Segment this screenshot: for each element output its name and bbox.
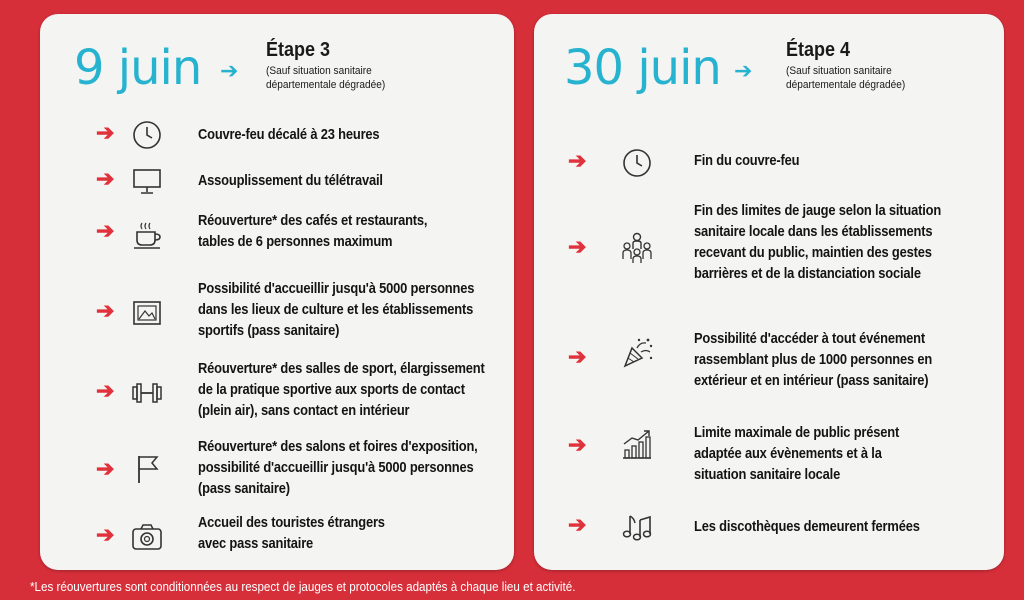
arrow-right-icon: ➔	[96, 522, 115, 547]
arrow-right-icon: ➔	[96, 218, 115, 243]
item-text-line: sanitaire locale dans les établissements	[694, 223, 933, 240]
stage4-card	[534, 14, 1004, 570]
arrow-right-icon: ➔	[568, 512, 587, 537]
computer-monitor-icon	[130, 164, 164, 198]
item-text-line: Limite maximale de public présent	[694, 424, 900, 441]
item-text-line: Couvre-feu décalé à 23 heures	[198, 126, 380, 143]
arrow-right-icon: ➔	[568, 432, 587, 457]
arrow-right-icon: ➔	[96, 378, 115, 403]
item-text-line: Accueil des touristes étrangers	[198, 514, 385, 531]
item-text-line: possibilité d'accueillir jusqu'à 5000 personnes	[198, 459, 474, 476]
item-text-line: de la pratique sportive aux sports de contact	[198, 381, 465, 398]
stage4-note-line2: départementale dégradée)	[786, 79, 906, 91]
camera-icon	[130, 520, 164, 554]
arrow-right-icon: ➔	[96, 120, 115, 145]
stage4-date: 30 juin	[564, 40, 721, 96]
coffee-cup-icon	[130, 218, 164, 252]
arrow-right-icon: ➔	[568, 234, 587, 259]
clock-icon	[130, 118, 164, 152]
people-group-icon	[618, 230, 656, 264]
item-text-line: Possibilité d'accueillir jusqu'à 5000 personnes	[198, 280, 475, 297]
party-popper-icon	[620, 336, 654, 370]
item-text-line: dans les lieux de culture et les établissements	[198, 301, 474, 318]
framed-picture-icon	[130, 296, 164, 330]
item-text-line: recevant du public, maintien des gestes	[694, 244, 932, 261]
item-text-line: Assouplissement du télétravail	[198, 172, 383, 189]
stage4-note-line1: (Sauf situation sanitaire	[786, 65, 892, 77]
music-notes-icon	[620, 508, 654, 542]
item-text-line: extérieur et en intérieur (pass sanitaire)	[694, 372, 929, 389]
stage4-title: Étape 4	[786, 39, 851, 61]
item-text-line: Fin du couvre-feu	[694, 152, 800, 169]
item-text-line: barrières et de la distanciation sociale	[694, 265, 921, 282]
item-text-line: avec pass sanitaire	[198, 535, 314, 552]
item-text-line: Réouverture* des salons et foires d'exposition,	[198, 438, 478, 455]
item-text-line: tables de 6 personnes maximum	[198, 233, 393, 250]
footnote: *Les réouvertures sont conditionnées au respect de jauges et protocoles adaptés à chaque lieu et activité.	[30, 580, 576, 594]
stage3-date: 9 juin	[74, 40, 202, 96]
item-text-line: Réouverture* des cafés et restaurants,	[198, 212, 428, 229]
stage3-note-line1: (Sauf situation sanitaire	[266, 65, 372, 77]
arrow-right-icon: ➔	[568, 344, 587, 369]
item-text-line: (plein air), sans contact en intérieur	[198, 402, 410, 419]
clock-icon	[620, 146, 654, 180]
item-text-line: (pass sanitaire)	[198, 480, 290, 497]
stage3-title: Étape 3	[266, 39, 331, 61]
arrow-right-icon: ➔	[734, 58, 753, 83]
item-text-line: Fin des limites de jauge selon la situation	[694, 202, 942, 219]
growth-chart-icon	[620, 428, 654, 462]
arrow-right-icon: ➔	[96, 456, 115, 481]
item-text-line: adaptée aux évènements et à la	[694, 445, 882, 462]
arrow-right-icon: ➔	[96, 298, 115, 323]
item-text-line: Réouverture* des salles de sport, élargissement	[198, 360, 485, 377]
arrow-right-icon: ➔	[220, 58, 239, 83]
stage3-note-line2: départementale dégradée)	[266, 79, 386, 91]
item-text-line: rassemblant plus de 1000 personnes en	[694, 351, 933, 368]
item-text-line: Les discothèques demeurent fermées	[694, 518, 920, 535]
stage3-card	[40, 14, 514, 570]
item-text-line: Possibilité d'accéder à tout événement	[694, 330, 925, 347]
arrow-right-icon: ➔	[96, 166, 115, 191]
item-text-line: situation sanitaire locale	[694, 466, 841, 483]
arrow-right-icon: ➔	[568, 148, 587, 173]
dumbbell-icon	[130, 376, 164, 410]
flag-icon	[130, 452, 164, 486]
item-text-line: sportifs (pass sanitaire)	[198, 322, 340, 339]
